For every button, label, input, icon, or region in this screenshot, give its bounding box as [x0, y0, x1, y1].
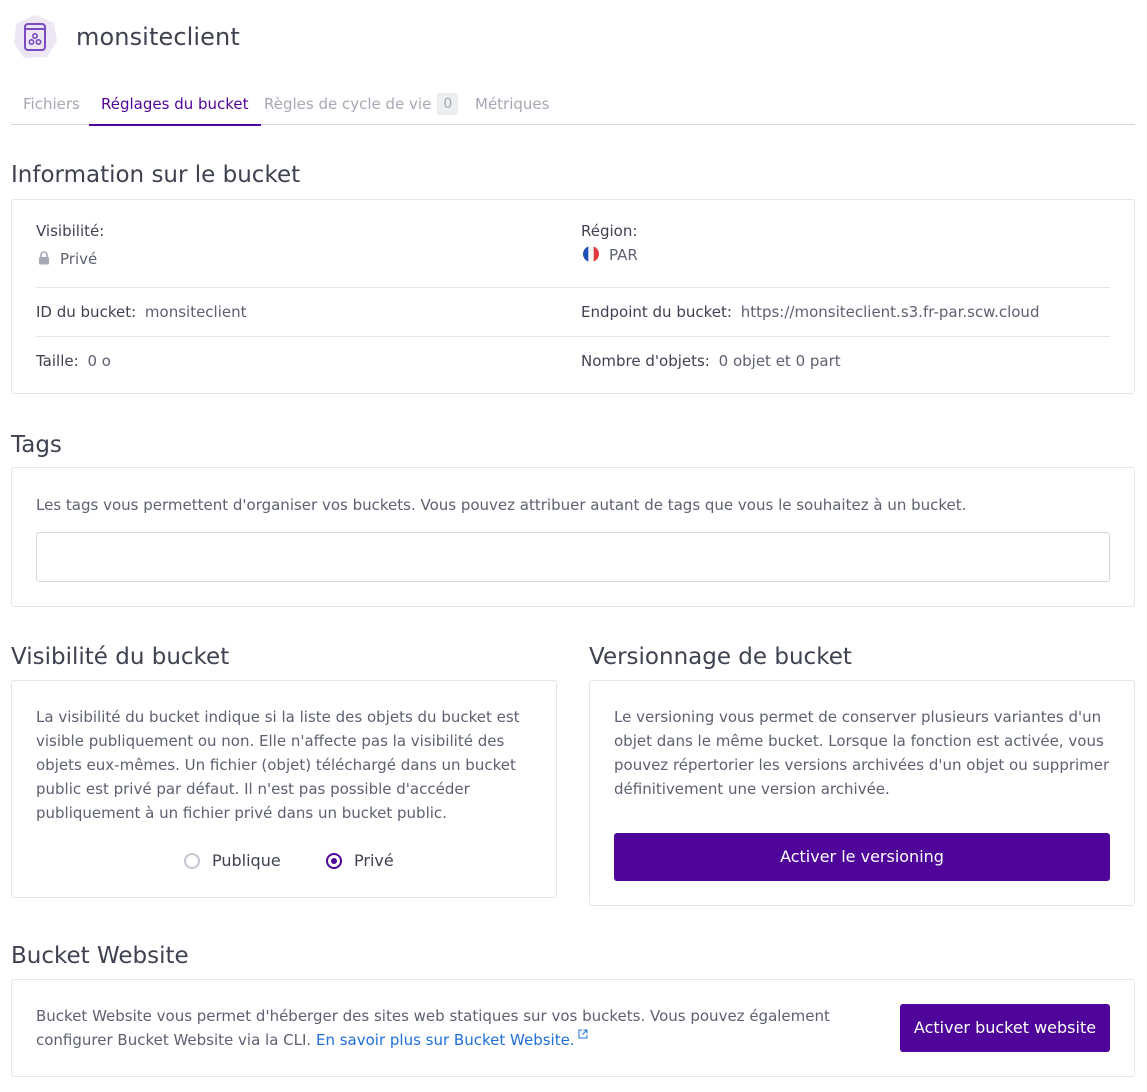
- bucket-id-label: ID du bucket:: [36, 303, 137, 321]
- page-header: [12, 14, 240, 60]
- visibility-card: [11, 680, 557, 898]
- radio-public[interactable]: [184, 851, 281, 870]
- learn-more-link-text: En savoir plus sur Bucket Website.: [315, 1031, 575, 1049]
- tab-bar: [11, 84, 1135, 125]
- versioning-card: [589, 680, 1135, 906]
- bucket-id-row: [36, 303, 247, 321]
- size-label: Taille:: [36, 352, 79, 370]
- versioning-description: Le versioning vous permet de conserver plusieurs variantes d'un objet dans le même bucket. Lorsque la fonction est activée, vous pouvez répertorier les versions archivées d'un objet ou supprimer définitivement une version archivée.: [614, 708, 1110, 798]
- radio-private[interactable]: [326, 851, 394, 870]
- region-value-text: PAR: [609, 246, 638, 264]
- bucket-icon: [12, 14, 58, 60]
- region-value: [583, 246, 638, 264]
- info-section-title: Information sur le bucket: [11, 162, 301, 188]
- info-card: [11, 199, 1135, 394]
- tags-card: [11, 467, 1135, 607]
- endpoint-value[interactable]: https://monsiteclient.s3.fr-par.scw.cloud: [740, 303, 1040, 321]
- visibility-description: La visibilité du bucket indique si la liste des objets du bucket est visible publiquement ou non. Elle n'affecte pas la visibilité des objets eux-mêmes. Un fichier (objet) téléchargé dans un bucket public est privé par défaut. Il n'est pas possible d'accéder publiquement à un fichier privé dans un bucket public.: [36, 708, 520, 822]
- enable-website-button[interactable]: Activer bucket website: [900, 1004, 1110, 1052]
- endpoint-row: [581, 303, 1039, 321]
- size-row: [36, 352, 111, 370]
- objects-count-label: Nombre d'objets:: [581, 352, 710, 370]
- tab-label: Métriques: [475, 95, 550, 113]
- external-link-icon: [578, 1029, 588, 1039]
- tab-label: Réglages du bucket: [101, 95, 249, 113]
- website-card: [11, 979, 1135, 1077]
- size-value: 0 o: [87, 352, 111, 370]
- tags-description: Les tags vous permettent d'organiser vos buckets. Vous pouvez attribuer autant de tags que vous le souhaitez à un bucket.: [36, 496, 967, 514]
- visibility-section-title: Visibilité du bucket: [11, 644, 230, 670]
- tags-input[interactable]: [36, 532, 1110, 582]
- france-flag-icon: [583, 246, 599, 262]
- visibility-value: [38, 250, 97, 268]
- website-description-text: Bucket Website vous permet d'héberger des sites web statiques sur vos buckets. Vous pouvez également configurer Bucket Website via la CLI.: [36, 1007, 830, 1049]
- website-description: [36, 1004, 866, 1052]
- radio-private-label: Privé: [354, 851, 394, 870]
- tab-lifecycle-rules[interactable]: [264, 84, 458, 125]
- objects-count-row: [581, 352, 841, 370]
- tab-files[interactable]: [23, 84, 80, 125]
- learn-more-link[interactable]: [316, 1031, 588, 1049]
- objects-count-value: 0 objet et 0 part: [718, 352, 841, 370]
- endpoint-label: Endpoint du bucket:: [581, 303, 732, 321]
- visibility-label: [36, 222, 104, 240]
- website-section-title: Bucket Website: [11, 943, 189, 969]
- region-label: [581, 222, 637, 240]
- info-divider: [36, 336, 1110, 337]
- versioning-section-title: Versionnage de bucket: [589, 644, 852, 670]
- bucket-name: monsiteclient: [76, 23, 240, 51]
- bucket-id-value: monsiteclient: [144, 303, 247, 321]
- tab-bucket-settings[interactable]: [89, 84, 261, 126]
- tab-count-badge: 0: [437, 93, 458, 115]
- info-divider: [36, 287, 1110, 288]
- radio-public-circle[interactable]: [184, 853, 200, 869]
- tab-label: Règles de cycle de vie: [264, 95, 432, 113]
- tab-label: Fichiers: [23, 95, 80, 113]
- radio-public-label: Publique: [212, 851, 281, 870]
- tab-metrics[interactable]: [475, 84, 549, 125]
- radio-private-circle[interactable]: [326, 853, 342, 869]
- tags-section-title: Tags: [11, 432, 62, 458]
- enable-versioning-button[interactable]: Activer le versioning: [614, 833, 1110, 881]
- lock-icon: [38, 251, 50, 265]
- region-label-text: Région:: [581, 222, 638, 240]
- visibility-label-text: Visibilité:: [36, 222, 105, 240]
- visibility-value-text: Privé: [60, 250, 98, 268]
